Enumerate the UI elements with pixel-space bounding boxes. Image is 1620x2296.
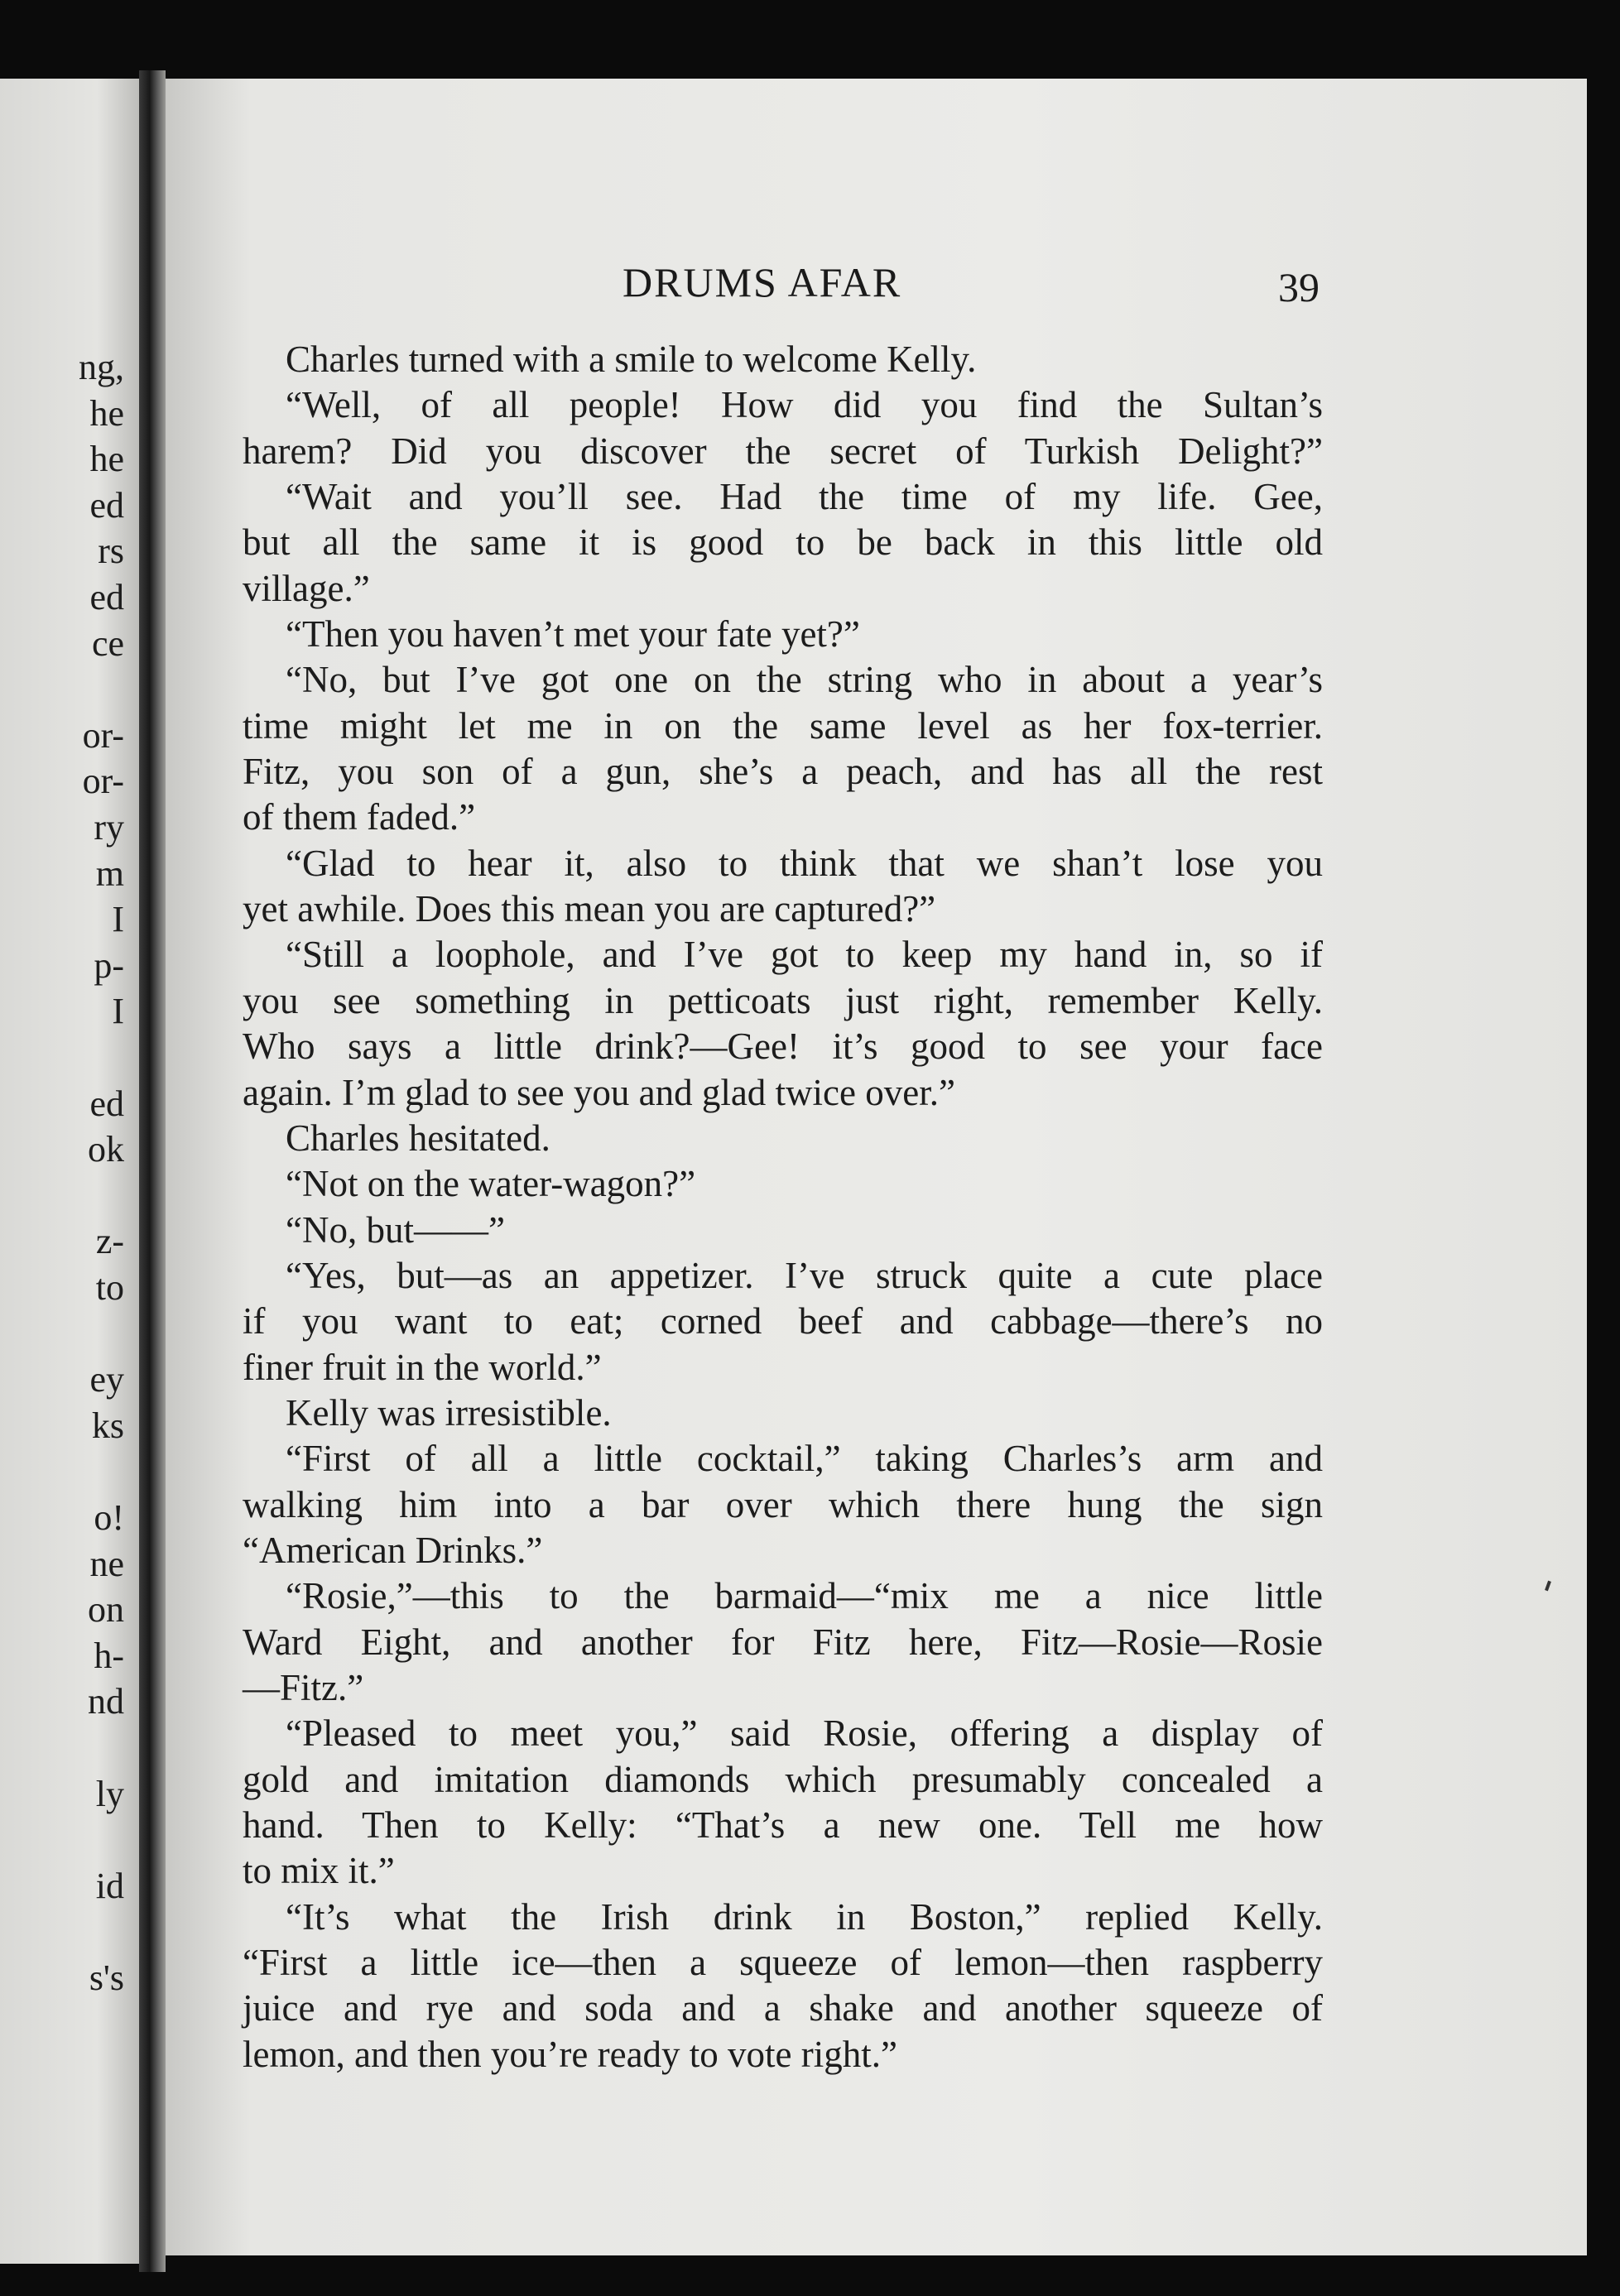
left-page-fragment: ng, (79, 347, 124, 387)
text-line: Kelly was irresistible. (286, 1391, 612, 1434)
text-line: “Not on the water-wagon?” (286, 1163, 696, 1205)
text-line: “Well, of all people! How did you find the Sultan’s (286, 384, 1323, 426)
left-page-fragment: ed (89, 577, 124, 617)
text-line: hand. Then to Kelly: “That’s a new one. Tell me how (243, 1804, 1323, 1846)
text-line: you see something in petticoats just right, remember Kelly. (243, 979, 1323, 1021)
page-number: 39 (1278, 264, 1320, 310)
text-line: lemon, and then you’re ready to vote right.” (243, 2033, 897, 2075)
text-line: Fitz, you son of a gun, she’s a peach, and has all the rest (243, 751, 1323, 793)
text-line: but all the same it is good to be back in this little old (243, 521, 1323, 564)
left-page-fragment: I (112, 899, 124, 940)
left-page-fragment: ks (91, 1405, 124, 1446)
left-page-fragment: s's (89, 1957, 124, 1998)
left-page-fragment: p- (94, 944, 124, 986)
left-page-fragment: rs (98, 531, 124, 572)
left-page-fragment: ok (88, 1129, 124, 1170)
text-line: of them faded.” (243, 796, 476, 838)
text-line: “Rosie,”—this to the barmaid—“mix me a nice little (286, 1575, 1323, 1617)
text-line: “It’s what the Irish drink in Boston,” replied Kelly. (286, 1895, 1323, 1938)
left-page-fragment: nd (88, 1681, 124, 1722)
left-page-fragment: he (89, 439, 124, 480)
text-line: “First a little ice—then a squeeze of lemon—then raspberry (243, 1942, 1323, 1984)
left-page-fragment: ry (94, 807, 124, 848)
text-line: —Fitz.” (243, 1666, 364, 1708)
left-page-fragment: id (95, 1865, 124, 1906)
text-line: finer fruit in the world.” (243, 1346, 602, 1388)
left-page-fragment: ed (89, 484, 124, 526)
text-line: Charles turned with a smile to welcome Kelly. (286, 339, 977, 380)
text-line: “Yes, but—as an appetizer. I’ve struck quite a cute place (286, 1254, 1323, 1296)
running-head: DRUMS AFAR (623, 259, 902, 305)
left-page-fragment: or- (82, 761, 124, 802)
text-line: “Glad to hear it, also to think that we shan’t lose you (286, 842, 1323, 884)
text-line: gold and imitation diamonds which presumably concealed a (243, 1758, 1323, 1800)
text-line: to mix it.” (243, 1850, 395, 1892)
text-line: again. I’m glad to see you and glad twice over.” (243, 1071, 955, 1113)
text-line: Ward Eight, and another for Fitz here, Fitz—Rosie—Rosie (243, 1621, 1323, 1663)
text-line: Charles hesitated. (286, 1117, 550, 1159)
left-page-fragment: h- (94, 1635, 124, 1676)
text-line: “Wait and you’ll see. Had the time of my life. Gee, (286, 476, 1323, 518)
text-line: juice and rye and soda and a shake and another squeeze of (243, 1987, 1323, 2029)
text-line: harem? Did you discover the secret of Turkish Delight?” (243, 430, 1323, 472)
left-page-fragment: to (95, 1267, 124, 1308)
left-page-fragment: ne (89, 1543, 124, 1584)
left-page-fragment: ly (95, 1773, 124, 1814)
left-page-fragment: ey (89, 1359, 124, 1400)
left-page-fragment: he (89, 392, 124, 434)
text-line: time might let me in on the same level as her fox-terrier. (243, 704, 1323, 747)
left-page-fragment: ed (89, 1083, 124, 1124)
left-page-fragment: on (88, 1589, 124, 1631)
left-page-fragment: I (112, 991, 124, 1032)
left-page-fragment: ce (91, 622, 124, 664)
text-line: yet awhile. Does this mean you are captured?” (243, 888, 936, 930)
left-page-fragment: z- (95, 1221, 124, 1262)
text-line: “American Drinks.” (243, 1529, 543, 1571)
text-line: Who says a little drink?—Gee! it’s good to see your face (243, 1026, 1323, 1068)
left-page-fragment: or- (82, 714, 124, 756)
body-text (243, 337, 1323, 2077)
left-page-fragment: o! (94, 1497, 124, 1538)
text-line: if you want to eat; corned beef and cabbage—there’s no (243, 1300, 1323, 1343)
text-line: “Pleased to meet you,” said Rosie, offering a display of (286, 1712, 1323, 1755)
text-line: “First of all a little cocktail,” taking Charles’s arm and (286, 1438, 1323, 1480)
text-line: “Still a loophole, and I’ve got to keep my hand in, so if (286, 934, 1323, 976)
text-line: “No, but——” (286, 1208, 505, 1251)
book-gutter (139, 70, 166, 2272)
text-line: walking him into a bar over which there hung the sign (243, 1483, 1323, 1525)
text-line: “Then you haven’t met your fate yet?” (286, 613, 860, 656)
left-page-fragment: m (95, 853, 124, 894)
text-line: “No, but I’ve got one on the string who in about a year’s (286, 659, 1323, 701)
text-line: village.” (243, 567, 370, 609)
